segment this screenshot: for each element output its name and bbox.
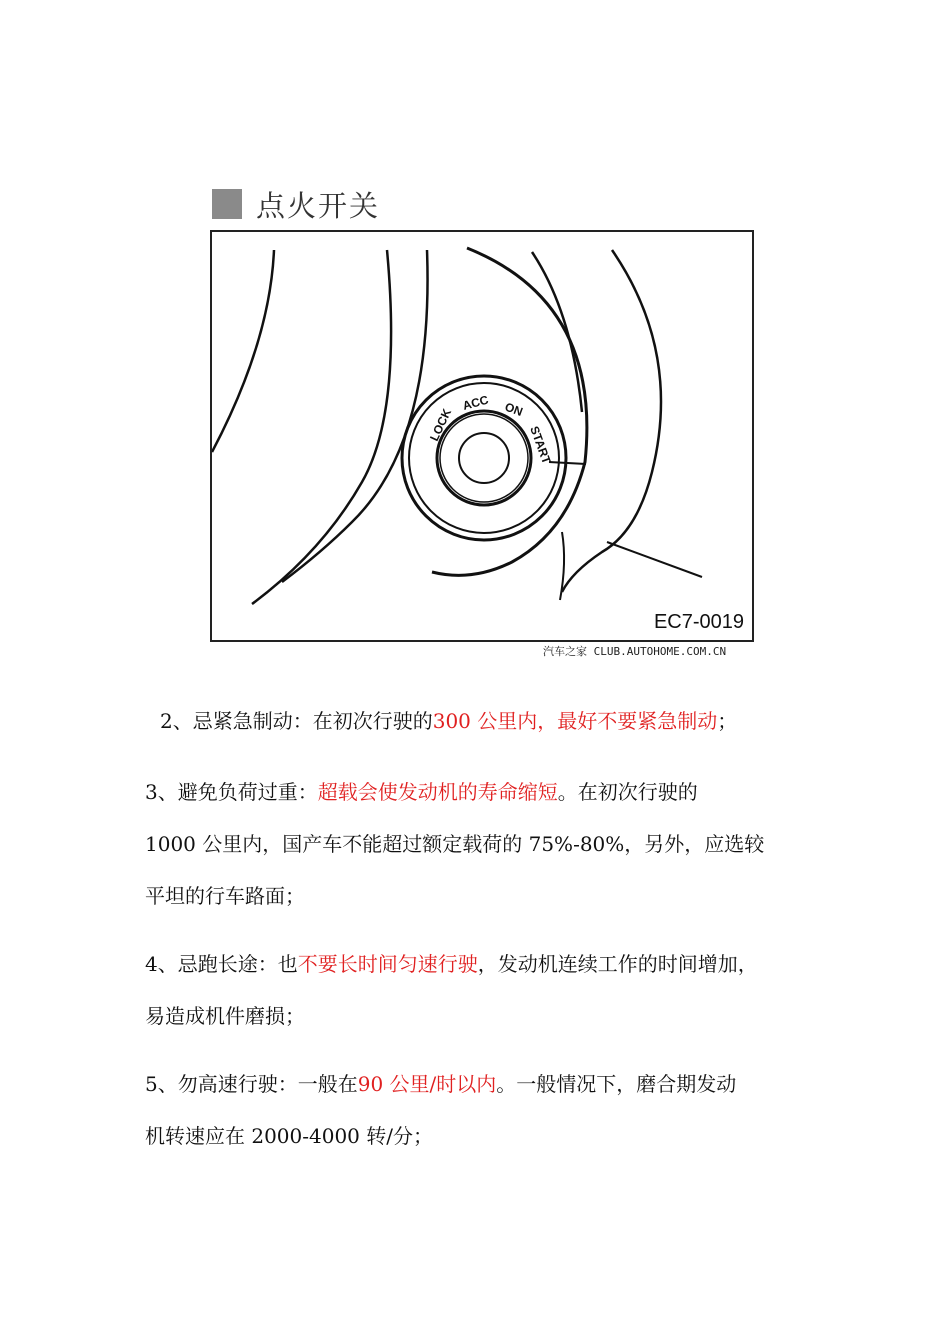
label-acc: ACC bbox=[461, 392, 490, 413]
right-curve-3 bbox=[607, 542, 702, 577]
figure-title-text: 点火开关 bbox=[256, 188, 381, 223]
p2-text-c: ； bbox=[717, 709, 738, 733]
right-curve-1 bbox=[532, 252, 582, 412]
figure-title bbox=[212, 184, 380, 224]
p2-text-a: 2、忌紧急制动：在初次行驶的 bbox=[160, 709, 433, 733]
p3-line-3: 平坦的行车路面； bbox=[145, 884, 305, 908]
p2-emphasis: 300 公里内，最好不要紧急制动 bbox=[432, 709, 718, 733]
p5-emphasis: 90 公里/时以内 bbox=[357, 1072, 497, 1096]
p4-text-a: 4、忌跑长途：也 bbox=[145, 952, 298, 976]
label-lock: LOCK bbox=[427, 406, 455, 444]
paragraph-5 bbox=[145, 1058, 835, 1162]
p5-text-a: 5、勿高速行驶：一般在 bbox=[145, 1072, 358, 1096]
keyhole-mid bbox=[440, 414, 528, 502]
paragraph-3 bbox=[145, 766, 835, 922]
title-square-icon bbox=[212, 189, 242, 219]
ignition-switch-drawing bbox=[212, 232, 754, 642]
p4-text-c: ，发动机连续工作的时间增加， bbox=[477, 952, 758, 976]
label-start: START bbox=[527, 424, 554, 466]
p4-line-2: 易造成机件磨损； bbox=[145, 1004, 305, 1028]
keyhole-inner bbox=[459, 433, 509, 483]
p3-text-c: 。在初次行驶的 bbox=[557, 780, 698, 804]
right-curve-2 bbox=[562, 250, 661, 592]
left-curve-3 bbox=[282, 250, 428, 582]
p3-text-a: 3、避免负荷过重： bbox=[145, 780, 318, 804]
keyhole-outer bbox=[437, 411, 531, 505]
left-curve-1 bbox=[212, 250, 274, 452]
label-on: ON bbox=[502, 399, 525, 419]
start-indicator bbox=[549, 462, 586, 464]
p5-text-c: 。一般情况下，磨合期发动 bbox=[496, 1072, 737, 1096]
watermark: 汽车之家 CLUB.AUTOHOME.COM.CN bbox=[543, 645, 727, 658]
diagram-code: EC7-0019 bbox=[653, 611, 744, 633]
p4-emphasis: 不要长时间匀速行驶 bbox=[297, 952, 478, 976]
paragraph-4 bbox=[145, 938, 835, 1042]
p3-emphasis: 超载会使发动机的寿命缩短 bbox=[317, 780, 558, 804]
p5-line-2: 机转速应在 2000-4000 转/分； bbox=[145, 1124, 434, 1148]
ignition-switch-diagram bbox=[210, 230, 754, 642]
paragraph-2 bbox=[160, 695, 850, 747]
p3-line-2: 1000 公里内，国产车不能超过额定载荷的 75%-80%，另外，应选较 bbox=[145, 832, 765, 856]
